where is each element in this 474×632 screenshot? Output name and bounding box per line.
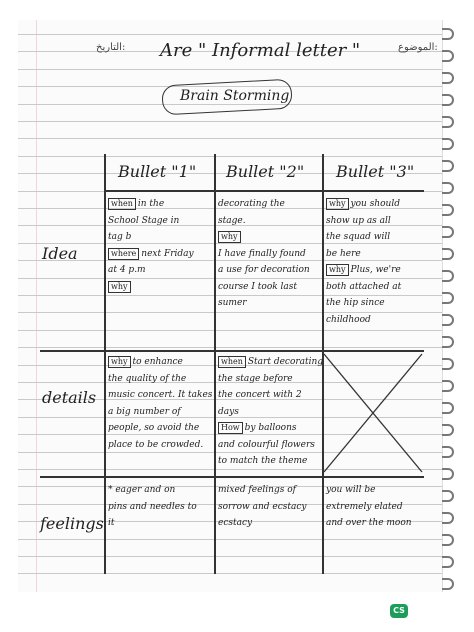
cell-text: the concert with 2	[218, 390, 302, 400]
cell-line	[108, 213, 179, 229]
spiral-ring	[442, 94, 454, 106]
cell-text: to match the theme	[218, 456, 308, 466]
cell-line	[108, 371, 186, 387]
cell-text: School Stage in	[108, 215, 180, 226]
spiral-ring	[442, 336, 454, 348]
cell-line	[218, 404, 239, 420]
cell-tag: why	[108, 281, 131, 293]
spiral-ring	[442, 50, 454, 62]
cell-line	[326, 262, 401, 278]
cell-line	[326, 213, 391, 229]
cell-text: show up as all	[326, 215, 391, 226]
cell-line	[218, 482, 296, 498]
row-label-details: details	[42, 388, 97, 407]
cell-line	[108, 354, 183, 370]
cell-tag: How	[218, 422, 243, 434]
cell-line	[108, 437, 203, 453]
ruled-line	[18, 539, 442, 540]
cell-tag: where	[108, 248, 139, 260]
cell-line	[108, 229, 131, 245]
cell-line	[108, 262, 146, 278]
cell-line	[326, 482, 375, 498]
cell-text: ecstacy	[218, 518, 253, 528]
spiral-ring	[442, 28, 454, 40]
table-line	[104, 190, 424, 192]
ruled-line	[18, 121, 442, 122]
cell-line	[218, 262, 310, 278]
cell-line	[108, 499, 197, 515]
cross-out-mark	[322, 350, 424, 476]
spiral-ring	[442, 446, 454, 458]
ruled-line	[18, 312, 442, 313]
row-label-idea: Idea	[42, 244, 78, 263]
cell-line	[326, 196, 400, 212]
ruled-line	[18, 138, 442, 139]
ruled-line	[18, 34, 442, 35]
spiral-ring	[442, 182, 454, 194]
cell-line	[218, 371, 293, 387]
cell-text: in the	[137, 199, 165, 209]
cell-text: it	[108, 518, 115, 528]
cell-text: tag b	[108, 232, 132, 242]
cell-text: to enhance	[132, 357, 183, 367]
cell-line	[108, 387, 212, 403]
spiral-ring	[442, 314, 454, 326]
cell-text: course I took last	[218, 281, 298, 292]
cell-text: I have finally found	[218, 248, 306, 259]
cell-line	[108, 482, 175, 498]
cell-line	[218, 453, 307, 469]
cell-text: pins and needles to	[108, 501, 197, 512]
column-header-bullet-2: Bullet "2"	[226, 162, 305, 181]
cell-text: sumer	[218, 298, 247, 308]
spiral-ring	[442, 380, 454, 392]
cell-tag: when	[108, 198, 136, 210]
cell-tag: why	[326, 264, 349, 276]
spiral-ring	[442, 292, 454, 304]
row-label-feelings: feelings	[40, 514, 104, 533]
brainstorm-heading: Brain Storming	[180, 88, 290, 104]
spiral-ring	[442, 578, 454, 590]
cell-text: * eager and on	[108, 485, 176, 495]
spiral-ring	[442, 72, 454, 84]
cell-tag: why	[108, 356, 131, 368]
spiral-ring	[442, 556, 454, 568]
page-title: Are " Informal letter "	[160, 40, 361, 61]
cell-text: Plus, we're	[350, 265, 401, 275]
cell-text: place to be crowded.	[108, 439, 204, 450]
camscanner-badge: CS	[390, 604, 408, 618]
cell-text: the stage before	[218, 373, 293, 384]
ruled-line	[18, 330, 442, 331]
cell-text: the squad will	[326, 232, 391, 242]
cell-text: sorrow and ecstacy	[218, 501, 307, 512]
cell-text: a use for decoration	[218, 265, 310, 275]
cell-line	[326, 499, 403, 515]
cell-line	[218, 196, 285, 212]
cell-text: both attached at	[326, 281, 402, 292]
cell-text: mixed feelings of	[218, 485, 296, 495]
spiral-ring	[442, 204, 454, 216]
cell-text: next Friday	[141, 248, 194, 259]
cell-text: the quality of the	[108, 373, 187, 384]
cell-text: stage.	[218, 215, 246, 226]
cell-text: and over the moon	[326, 518, 412, 528]
cell-text: the hip since	[326, 298, 385, 308]
spiral-ring	[442, 402, 454, 414]
spiral-ring	[442, 270, 454, 282]
spiral-ring	[442, 226, 454, 238]
margin-line	[36, 20, 37, 592]
cell-tag: why	[218, 231, 241, 243]
spiral-ring	[442, 534, 454, 546]
cell-line	[218, 295, 247, 311]
ruled-line	[18, 556, 442, 557]
cell-text: extremely elated	[326, 501, 403, 512]
cell-line	[218, 229, 243, 245]
spiral-ring	[442, 424, 454, 436]
cell-line	[326, 295, 385, 311]
cell-line	[218, 420, 296, 436]
cell-text: days	[218, 406, 239, 417]
cell-line	[218, 279, 297, 295]
cell-text: you should	[350, 199, 400, 209]
cell-line	[326, 312, 371, 328]
spiral-ring	[442, 468, 454, 480]
cell-line	[326, 246, 361, 262]
subject-label: الموضوع:	[398, 42, 438, 53]
cell-line	[326, 279, 401, 295]
cell-line	[326, 229, 390, 245]
cell-line	[218, 354, 323, 370]
cell-line	[108, 279, 133, 295]
spiral-ring	[442, 116, 454, 128]
spiral-ring	[442, 358, 454, 370]
cell-text: Start decorating	[247, 357, 324, 367]
table-line	[214, 154, 216, 574]
cell-line	[108, 246, 194, 262]
cell-text: you will be	[326, 485, 376, 495]
column-header-bullet-1: Bullet "1"	[118, 162, 197, 181]
ruled-line	[18, 156, 442, 157]
spiral-ring	[442, 138, 454, 150]
cell-line	[218, 437, 315, 453]
cell-text: be here	[326, 248, 361, 259]
column-header-bullet-3: Bullet "3"	[336, 162, 415, 181]
cell-line	[326, 515, 412, 531]
cell-line	[108, 196, 164, 212]
cell-text: decorating the	[218, 199, 285, 209]
cell-text: by balloons	[244, 423, 297, 433]
spiral-ring	[442, 490, 454, 502]
cell-line	[108, 404, 181, 420]
ruled-line	[18, 573, 442, 574]
ruled-line	[18, 347, 442, 348]
spiral-ring	[442, 512, 454, 524]
cell-line	[218, 246, 306, 262]
table-line	[104, 154, 106, 574]
cell-text: a big number of	[108, 406, 181, 417]
cell-text: at 4 p.m	[108, 265, 146, 275]
ruled-line	[18, 69, 442, 70]
cell-text: childhood	[326, 314, 371, 325]
cell-text: people, so avoid the	[108, 423, 200, 433]
cell-line	[218, 499, 307, 515]
cell-line	[218, 213, 246, 229]
cell-text: and colourful flowers	[218, 439, 315, 450]
cell-tag: when	[218, 356, 246, 368]
spiral-ring	[442, 248, 454, 260]
spiral-ring	[442, 160, 454, 172]
cell-text: music concert. It takes	[108, 390, 213, 400]
cell-line	[108, 515, 115, 531]
date-label: التاريخ:	[96, 42, 126, 53]
cell-line	[108, 420, 199, 436]
cell-line	[218, 515, 252, 531]
table-line	[40, 476, 424, 478]
cell-line	[218, 387, 302, 403]
cell-tag: why	[326, 198, 349, 210]
